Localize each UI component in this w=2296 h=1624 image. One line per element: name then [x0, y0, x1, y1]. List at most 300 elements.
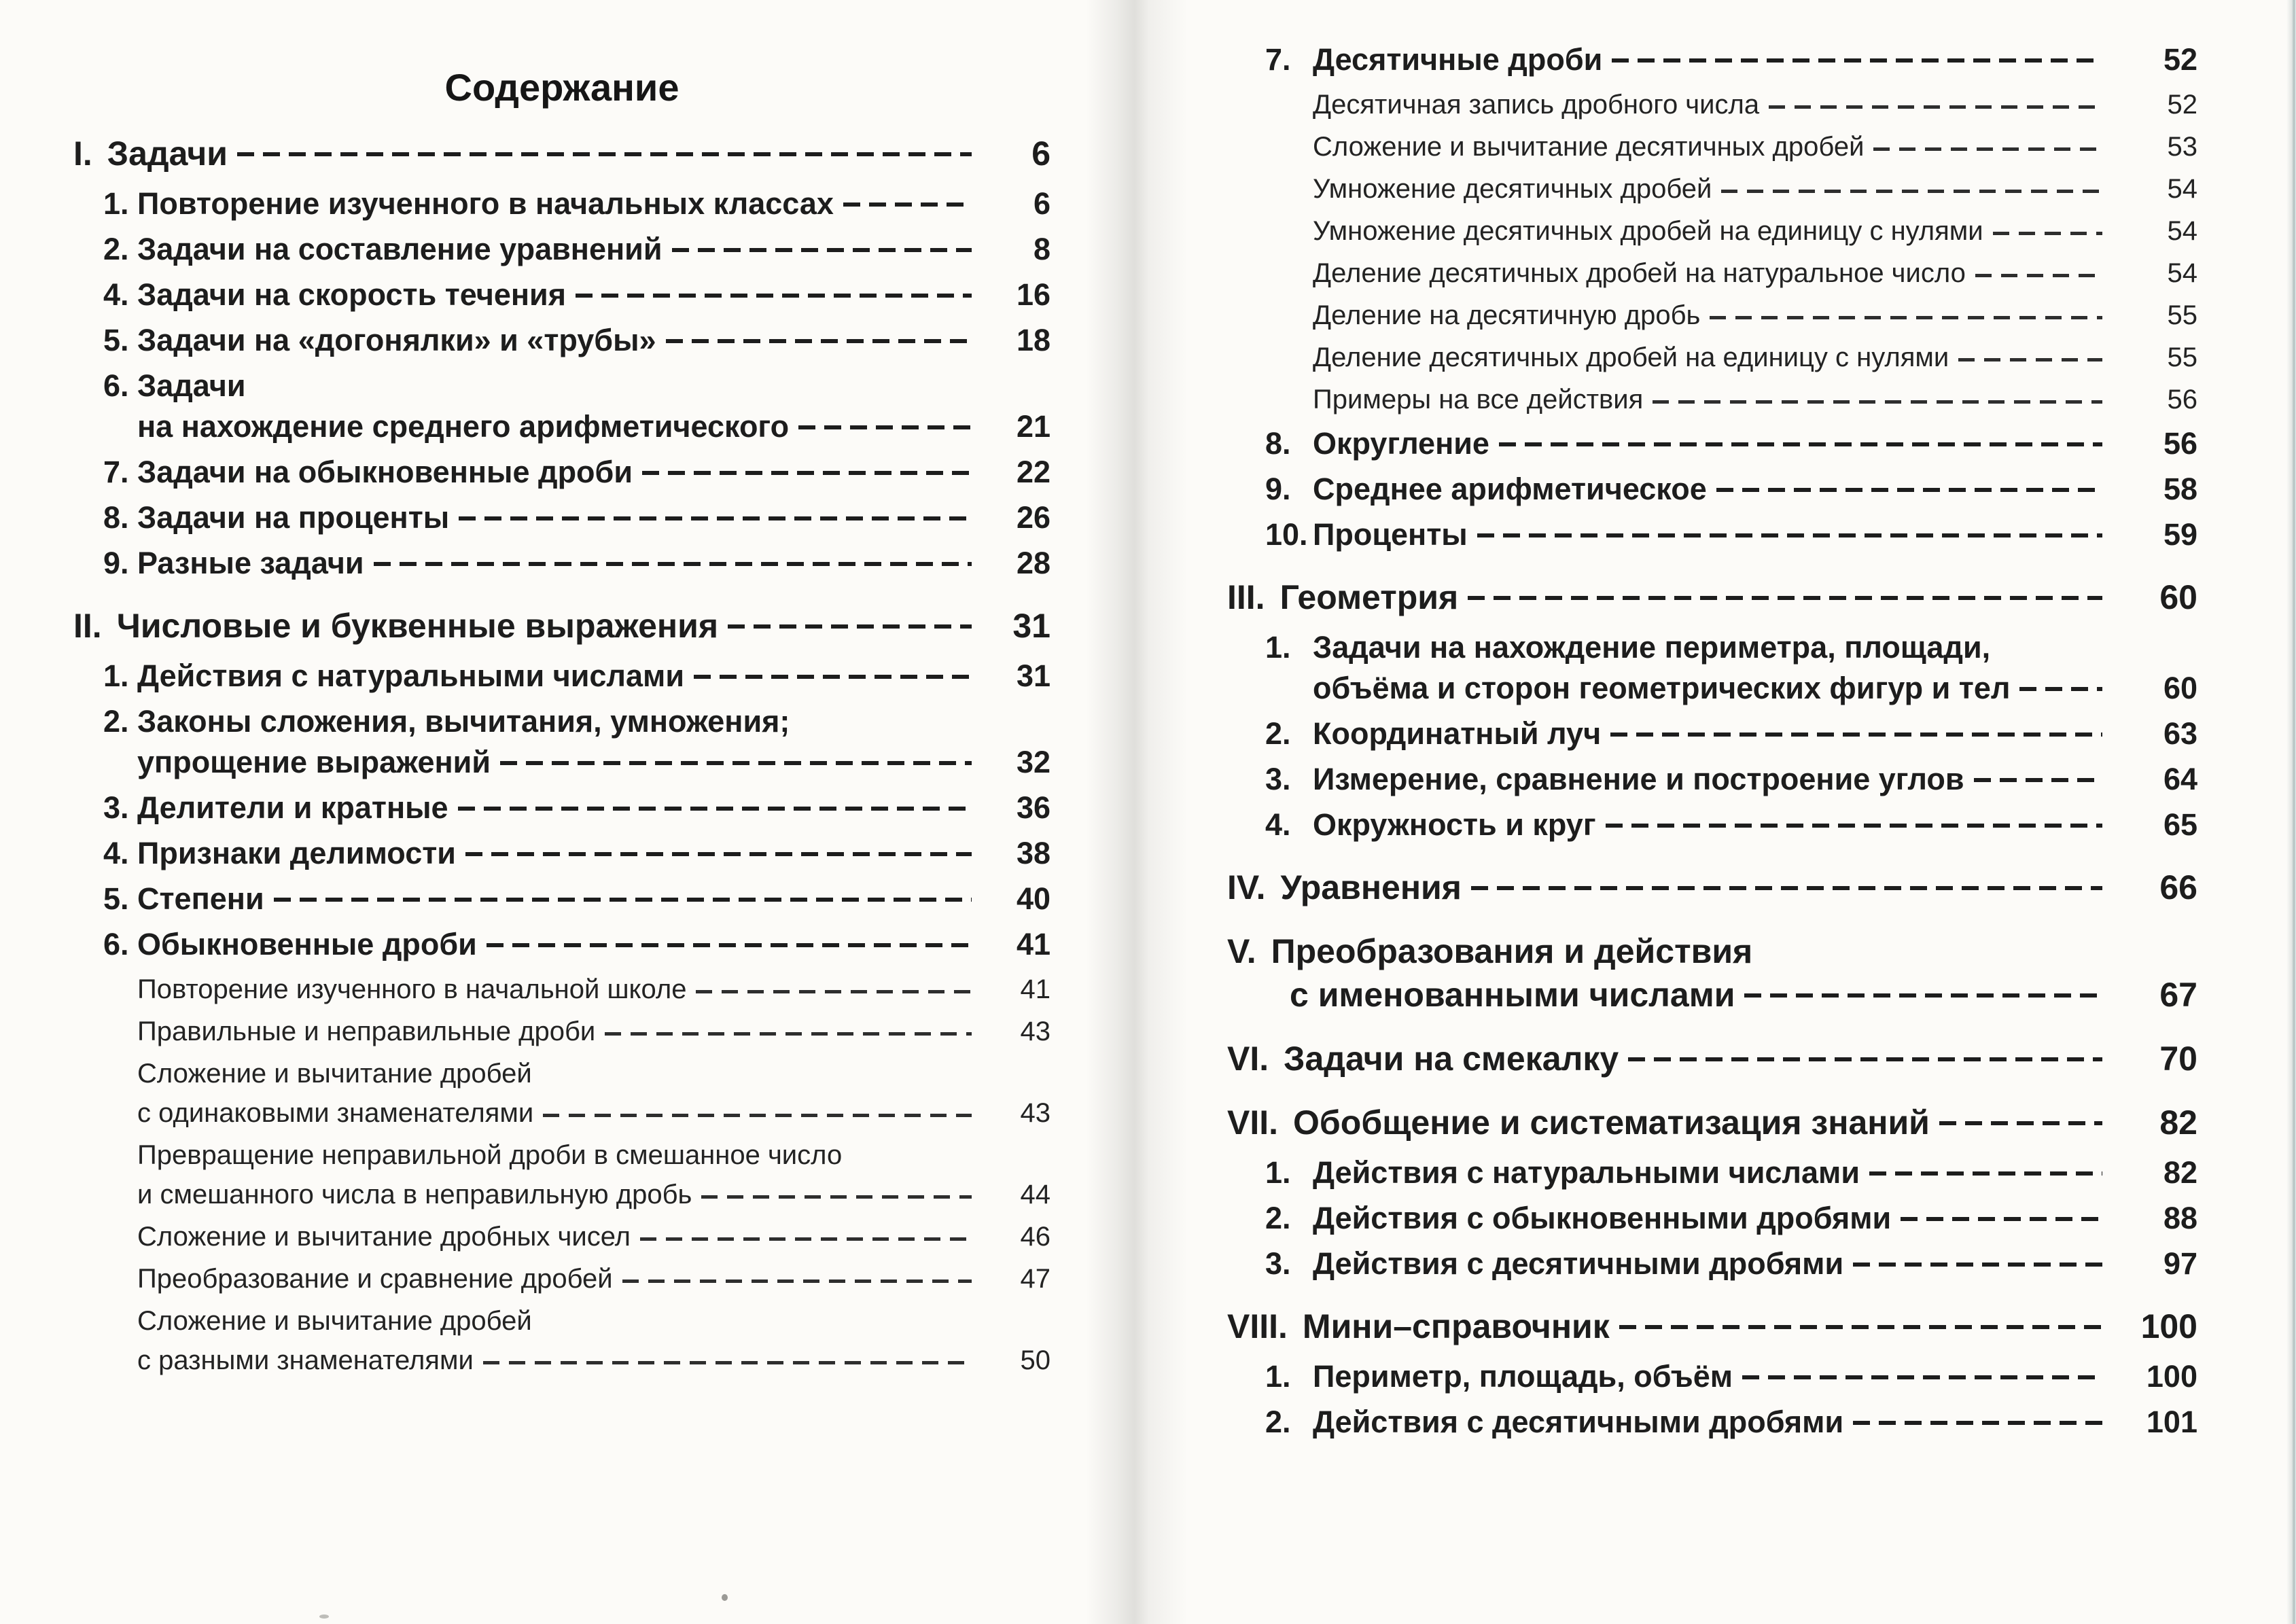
dash-leader — [543, 1114, 972, 1117]
entry-label: Десятичные дроби — [1313, 42, 1603, 77]
entry-page-number: 36 — [1016, 790, 1050, 825]
dash-leader — [1744, 993, 2102, 998]
toc-entry-line — [1265, 1356, 2197, 1397]
entry-label: Сложение и вычитание дробей — [137, 1059, 532, 1089]
toc-entry-line — [103, 879, 1050, 919]
entry-label: Числовые и буквенные выражения — [116, 607, 719, 645]
toc-item-row — [1227, 514, 2197, 555]
toc-item-row — [73, 833, 1050, 874]
entry-number: 2. — [1265, 716, 1291, 751]
toc-entry-line — [103, 366, 1050, 406]
entry-page-number: 43 — [1020, 1017, 1050, 1046]
toc-entry-line — [137, 1054, 1050, 1093]
entry-page-number: 8 — [1033, 232, 1050, 266]
toc-entry-line — [1313, 253, 2197, 293]
toc-entry-line — [1265, 1402, 2197, 1443]
toc-entry-line — [1265, 713, 2197, 754]
toc-item-row — [1227, 469, 2197, 510]
dash-leader — [605, 1032, 972, 1036]
dash-leader — [843, 202, 972, 207]
entry-page-number: 97 — [2163, 1246, 2197, 1281]
entry-number: 1. — [1265, 1359, 1291, 1394]
entry-label: Превращение неправильной дроби в смешанное число — [137, 1140, 843, 1170]
toc-sub-row — [1227, 169, 2197, 209]
entry-label: Обобщение и систематизация знаний — [1293, 1104, 1930, 1142]
toc-entry-line — [73, 604, 1050, 648]
entry-label: Координатный луч — [1313, 716, 1602, 751]
scan-speck — [319, 1614, 329, 1619]
toc-right-page — [1227, 29, 2197, 1447]
dash-leader — [1710, 316, 2102, 319]
toc-entry-line — [1313, 668, 2197, 709]
toc-section-row — [73, 604, 1050, 648]
dash-leader — [1612, 58, 2102, 63]
entry-page-number: 100 — [2140, 1307, 2197, 1345]
toc-entry-line — [1265, 514, 2197, 555]
entry-page-number: 55 — [2167, 300, 2197, 330]
toc-entry-line — [103, 229, 1050, 270]
entry-page-number: 31 — [1016, 658, 1050, 693]
entry-label: Деление десятичных дробей на единицу с нулями — [1313, 342, 1949, 372]
entry-label: Задачи на скорость течения — [137, 277, 566, 312]
entry-page-number: 101 — [2146, 1405, 2197, 1439]
toc-left-entries — [73, 132, 1050, 1380]
toc-entry-line — [103, 320, 1050, 361]
entry-page-number: 60 — [2159, 578, 2197, 616]
entry-number: 4. — [103, 836, 129, 870]
entry-number: 5. — [103, 881, 129, 916]
dash-leader — [1610, 732, 2102, 737]
toc-entry-line — [103, 833, 1050, 874]
toc-item-row — [73, 452, 1050, 493]
dash-leader — [1853, 1421, 2102, 1425]
dash-leader — [487, 943, 972, 947]
entry-page-number: 70 — [2159, 1040, 2197, 1078]
entry-label: Среднее арифметическое — [1313, 472, 1707, 506]
toc-entry-line — [1265, 1243, 2197, 1284]
entry-label: и смешанного числа в неправильную дробь — [137, 1180, 692, 1210]
dash-leader — [1716, 488, 2102, 492]
toc-entry-line — [1290, 973, 2197, 1017]
dash-leader — [1974, 778, 2102, 782]
entry-label: Уравнения — [1280, 868, 1462, 906]
entry-label: Проценты — [1313, 517, 1468, 552]
entry-page-number: 41 — [1016, 927, 1050, 961]
entry-label: Правильные и неправильные дроби — [137, 1017, 596, 1046]
toc-section-row — [1227, 1037, 2197, 1080]
entry-page-number: 53 — [2167, 132, 2197, 162]
entry-page-number: 63 — [2163, 716, 2197, 751]
toc-section-row — [73, 132, 1050, 175]
entry-number: III. — [1227, 578, 1265, 616]
entry-page-number: 18 — [1016, 323, 1050, 357]
entry-number: 8. — [1265, 426, 1291, 461]
dash-leader — [642, 471, 972, 475]
entry-page-number: 82 — [2163, 1155, 2197, 1190]
entry-label: Геометрия — [1279, 578, 1459, 616]
dash-leader — [1958, 358, 2102, 361]
entry-number: 4. — [1265, 807, 1291, 842]
toc-section-row — [1227, 576, 2197, 619]
entry-label: Примеры на все действия — [1313, 385, 1644, 414]
toc-item-row — [1227, 627, 2197, 709]
entry-label: Задачи на составление уравнений — [137, 232, 663, 266]
entry-page-number: 32 — [1016, 745, 1050, 779]
entry-number: IV. — [1227, 868, 1266, 906]
toc-entry-line — [103, 275, 1050, 315]
scan-right-edge — [2286, 0, 2296, 1624]
entry-page-number: 54 — [2167, 174, 2197, 204]
toc-section-row — [1227, 1305, 2197, 1348]
entry-label: Действия с десятичными дробями — [1313, 1405, 1844, 1439]
entry-label: с именованными числами — [1290, 976, 1735, 1014]
entry-label: Сложение и вычитание дробных чисел — [137, 1222, 631, 1252]
toc-entry-line — [103, 788, 1050, 828]
toc-entry-line — [103, 497, 1050, 538]
entry-label: Задачи — [137, 368, 246, 403]
dash-leader — [798, 425, 972, 429]
toc-item-row — [73, 924, 1050, 965]
dash-leader — [237, 152, 972, 156]
toc-entry-line — [1227, 1101, 2197, 1144]
toc-item-row — [73, 229, 1050, 270]
toc-entry-line — [137, 1012, 1050, 1051]
toc-entry-line — [103, 701, 1050, 742]
entry-number: 8. — [103, 500, 129, 535]
toc-item-row — [73, 701, 1050, 783]
dash-leader — [1742, 1375, 2102, 1379]
entry-label: на нахождение среднего арифметического — [137, 409, 790, 444]
entry-label: Повторение изученного в начальных классах — [137, 186, 834, 221]
dash-leader — [1499, 442, 2102, 446]
toc-sub-row — [1227, 380, 2197, 419]
toc-left-page — [73, 29, 1050, 1383]
entry-label: Окружность и круг — [1313, 807, 1596, 842]
entry-label: с разными знаменателями — [137, 1345, 474, 1375]
toc-item-row — [73, 543, 1050, 584]
toc-entry-line — [103, 656, 1050, 696]
entry-page-number: 44 — [1020, 1180, 1050, 1210]
entry-page-number: 59 — [2163, 517, 2197, 552]
dash-leader — [1873, 147, 2102, 151]
entry-page-number: 54 — [2167, 258, 2197, 288]
toc-item-row — [73, 879, 1050, 919]
toc-entry-line — [137, 1175, 1050, 1214]
entry-label: Умножение десятичных дробей на единицу с нулями — [1313, 216, 1983, 246]
entry-number: 1. — [103, 186, 129, 221]
entry-label: Действия с натуральными числами — [1313, 1155, 1860, 1190]
dash-leader — [728, 624, 972, 629]
page-gutter-shadow — [1086, 0, 1188, 1624]
dash-leader — [1975, 274, 2102, 277]
toc-entry-line — [1265, 469, 2197, 510]
dash-leader — [1619, 1325, 2102, 1329]
entry-label: Измерение, сравнение и построение углов — [1313, 762, 1964, 796]
toc-entry-line — [1313, 380, 2197, 419]
dash-leader — [459, 516, 972, 520]
dash-leader — [274, 898, 972, 902]
toc-entry-line — [137, 1259, 1050, 1299]
toc-sub-row — [73, 970, 1050, 1009]
entry-number: VIII. — [1227, 1307, 1288, 1345]
dash-leader — [640, 1237, 972, 1241]
dash-leader — [1853, 1263, 2102, 1267]
toc-entry-line — [1313, 338, 2197, 377]
entry-label: Задачи — [107, 135, 228, 173]
entry-number: 3. — [1265, 762, 1291, 796]
toc-entry-line — [1227, 576, 2197, 619]
entry-page-number: 6 — [1033, 186, 1050, 221]
entry-page-number: 64 — [2163, 762, 2197, 796]
toc-item-row — [1227, 1243, 2197, 1284]
toc-entry-line — [103, 183, 1050, 224]
dash-leader — [458, 807, 972, 811]
entry-number: 6. — [103, 927, 129, 961]
entry-page-number: 54 — [2167, 216, 2197, 246]
scan-speck — [722, 1594, 728, 1601]
toc-entry-line — [1313, 211, 2197, 251]
toc-entry-line — [137, 1093, 1050, 1133]
toc-item-row — [73, 275, 1050, 315]
entry-label: Действия с обыкновенными дробями — [1313, 1201, 1892, 1235]
toc-sub-row — [73, 1054, 1050, 1133]
entry-page-number: 100 — [2146, 1359, 2197, 1394]
entry-label: Преобразования и действия — [1271, 932, 1753, 970]
toc-item-row — [1227, 1152, 2197, 1193]
dash-leader — [1721, 190, 2102, 193]
toc-item-row — [1227, 39, 2197, 80]
entry-page-number: 56 — [2167, 385, 2197, 414]
dash-leader — [1471, 886, 2102, 890]
toc-entry-line — [103, 543, 1050, 584]
entry-page-number: 41 — [1020, 974, 1050, 1004]
toc-entry-line — [1265, 423, 2197, 464]
entry-number: 7. — [1265, 42, 1291, 77]
entry-number: 9. — [103, 546, 129, 580]
dash-leader — [500, 761, 972, 765]
entry-label: Задачи на обыкновенные дроби — [137, 455, 633, 489]
dash-leader — [1606, 824, 2102, 828]
entry-page-number: 65 — [2163, 807, 2197, 842]
toc-entry-line — [1265, 759, 2197, 800]
entry-label: Степени — [137, 881, 264, 916]
toc-entry-line — [1227, 930, 2197, 973]
entry-page-number: 26 — [1016, 500, 1050, 535]
dash-leader — [2019, 687, 2102, 691]
toc-item-row — [73, 788, 1050, 828]
entry-number: 5. — [103, 323, 129, 357]
entry-number: 2. — [103, 704, 129, 739]
dash-leader — [622, 1279, 972, 1283]
toc-entry-line — [1313, 127, 2197, 166]
dash-leader — [1993, 232, 2102, 235]
toc-entry-line — [1227, 1037, 2197, 1080]
toc-right-entries — [1227, 39, 2197, 1443]
entry-label: Задачи на «догонялки» и «трубы» — [137, 323, 656, 357]
entry-page-number: 40 — [1016, 881, 1050, 916]
entry-number: 1. — [103, 658, 129, 693]
dash-leader — [1477, 533, 2102, 537]
entry-label: Обыкновенные дроби — [137, 927, 477, 961]
toc-entry-line — [137, 406, 1050, 447]
entry-page-number: 52 — [2163, 42, 2197, 77]
toc-entry-line — [1227, 866, 2197, 909]
entry-page-number: 22 — [1016, 455, 1050, 489]
entry-page-number: 38 — [1016, 836, 1050, 870]
entry-page-number: 82 — [2159, 1104, 2197, 1142]
entry-number: VII. — [1227, 1104, 1279, 1142]
entry-page-number: 46 — [1020, 1222, 1050, 1252]
toc-title: Содержание — [444, 66, 679, 109]
entry-page-number: 50 — [1020, 1345, 1050, 1375]
entry-label: Десятичная запись дробного числа — [1313, 90, 1760, 120]
toc-item-row — [73, 497, 1050, 538]
entry-page-number: 31 — [1012, 607, 1050, 645]
toc-entry-line — [1313, 169, 2197, 209]
entry-page-number: 28 — [1016, 546, 1050, 580]
toc-entry-line — [1313, 85, 2197, 124]
toc-entry-line — [1265, 39, 2197, 80]
toc-item-row — [1227, 805, 2197, 845]
toc-section-row — [1227, 1101, 2197, 1144]
toc-item-row — [1227, 1356, 2197, 1397]
entry-page-number: 16 — [1016, 277, 1050, 312]
toc-entry-line — [1265, 1198, 2197, 1239]
toc-item-row — [1227, 713, 2197, 754]
toc-entry-line — [1265, 1152, 2197, 1193]
toc-sub-row — [73, 1135, 1050, 1214]
dash-leader — [1869, 1171, 2102, 1176]
dash-leader — [1939, 1121, 2102, 1125]
entry-page-number: 52 — [2167, 90, 2197, 120]
toc-sub-row — [73, 1012, 1050, 1051]
entry-page-number: 43 — [1020, 1098, 1050, 1128]
entry-number: 9. — [1265, 472, 1291, 506]
entry-number: 1. — [1265, 630, 1291, 665]
toc-item-row — [1227, 1402, 2197, 1443]
entry-label: Сложение и вычитание дробей — [137, 1306, 532, 1336]
entry-number: V. — [1227, 932, 1256, 970]
dash-leader — [666, 339, 972, 343]
entry-label: Округление — [1313, 426, 1489, 461]
toc-entry-line — [137, 1301, 1050, 1341]
toc-item-row — [1227, 759, 2197, 800]
entry-page-number: 66 — [2159, 868, 2197, 906]
toc-sub-row — [1227, 338, 2197, 377]
toc-entry-line — [137, 1341, 1050, 1380]
entry-page-number: 67 — [2159, 976, 2197, 1014]
entry-label: объёма и сторон геометрических фигур и тел — [1313, 671, 2011, 705]
entry-page-number: 47 — [1020, 1264, 1050, 1294]
entry-number: 2. — [1265, 1201, 1291, 1235]
entry-label: Задачи на нахождение периметра, площади, — [1313, 630, 1991, 665]
toc-entry-line — [73, 132, 1050, 175]
entry-number: 2. — [1265, 1405, 1291, 1439]
entry-number: 10. — [1265, 517, 1308, 552]
toc-entry-line — [137, 1217, 1050, 1256]
entry-label: Мини–справочник — [1302, 1307, 1610, 1345]
toc-sub-row — [1227, 127, 2197, 166]
toc-sub-row — [73, 1259, 1050, 1299]
toc-item-row — [1227, 1198, 2197, 1239]
entry-number: 7. — [103, 455, 129, 489]
entry-number: VI. — [1227, 1040, 1269, 1078]
dash-leader — [1901, 1217, 2102, 1221]
entry-number: 3. — [103, 790, 129, 825]
entry-page-number: 21 — [1016, 409, 1050, 444]
toc-item-row — [73, 366, 1050, 447]
entry-number: 1. — [1265, 1155, 1291, 1190]
toc-entry-line — [1313, 296, 2197, 335]
entry-label: Задачи на смекалку — [1284, 1040, 1619, 1078]
dash-leader — [483, 1361, 972, 1364]
toc-item-row — [73, 320, 1050, 361]
entry-label: Законы сложения, вычитания, умножения; — [137, 704, 790, 739]
toc-sub-row — [1227, 253, 2197, 293]
toc-section-row — [1227, 930, 2197, 1017]
entry-number: I. — [73, 135, 92, 173]
entry-label: Признаки делимости — [137, 836, 456, 870]
dash-leader — [1769, 105, 2102, 109]
toc-section-row — [1227, 866, 2197, 909]
entry-page-number: 88 — [2163, 1201, 2197, 1235]
entry-number: 2. — [103, 232, 129, 266]
toc-entry-line — [137, 742, 1050, 783]
entry-label: Деление на десятичную дробь — [1313, 300, 1701, 330]
toc-entry-line — [1265, 627, 2197, 668]
toc-entry-line — [1265, 805, 2197, 845]
toc-sub-row — [1227, 211, 2197, 251]
dash-leader — [465, 852, 972, 856]
toc-item-row — [1227, 423, 2197, 464]
dash-leader — [576, 294, 972, 298]
entry-label: Сложение и вычитание десятичных дробей — [1313, 132, 1865, 162]
entry-number: 4. — [103, 277, 129, 312]
toc-item-row — [73, 656, 1050, 696]
entry-number: 6. — [103, 368, 129, 403]
entry-page-number: 58 — [2163, 472, 2197, 506]
entry-label: Деление десятичных дробей на натуральное число — [1313, 258, 1966, 288]
entry-label: Повторение изученного в начальной школе — [137, 974, 687, 1004]
toc-entry-line — [137, 1135, 1050, 1175]
entry-page-number: 55 — [2167, 342, 2197, 372]
entry-number: II. — [73, 607, 102, 645]
toc-sub-row — [73, 1301, 1050, 1380]
entry-page-number: 56 — [2163, 426, 2197, 461]
toc-sub-row — [1227, 296, 2197, 335]
entry-label: Действия с десятичными дробями — [1313, 1246, 1844, 1281]
toc-entry-line — [103, 452, 1050, 493]
dash-leader — [1628, 1057, 2102, 1061]
dash-leader — [696, 990, 972, 993]
entry-label: с одинаковыми знаменателями — [137, 1098, 534, 1128]
toc-item-row — [73, 183, 1050, 224]
entry-label: Делители и кратные — [137, 790, 448, 825]
entry-label: Преобразование и сравнение дробей — [137, 1264, 613, 1294]
entry-label: Разные задачи — [137, 546, 364, 580]
dash-leader — [1468, 596, 2102, 600]
dash-leader — [694, 675, 972, 679]
dash-leader — [1653, 400, 2102, 404]
dash-leader — [701, 1195, 972, 1199]
entry-label: Умножение десятичных дробей — [1313, 174, 1712, 204]
entry-label: Действия с натуральными числами — [137, 658, 684, 693]
entry-label: Периметр, площадь, объём — [1313, 1359, 1733, 1394]
entry-label: Задачи на проценты — [137, 500, 450, 535]
entry-number: 3. — [1265, 1246, 1291, 1281]
toc-sub-row — [73, 1217, 1050, 1256]
entry-label: упрощение выражений — [137, 745, 491, 779]
